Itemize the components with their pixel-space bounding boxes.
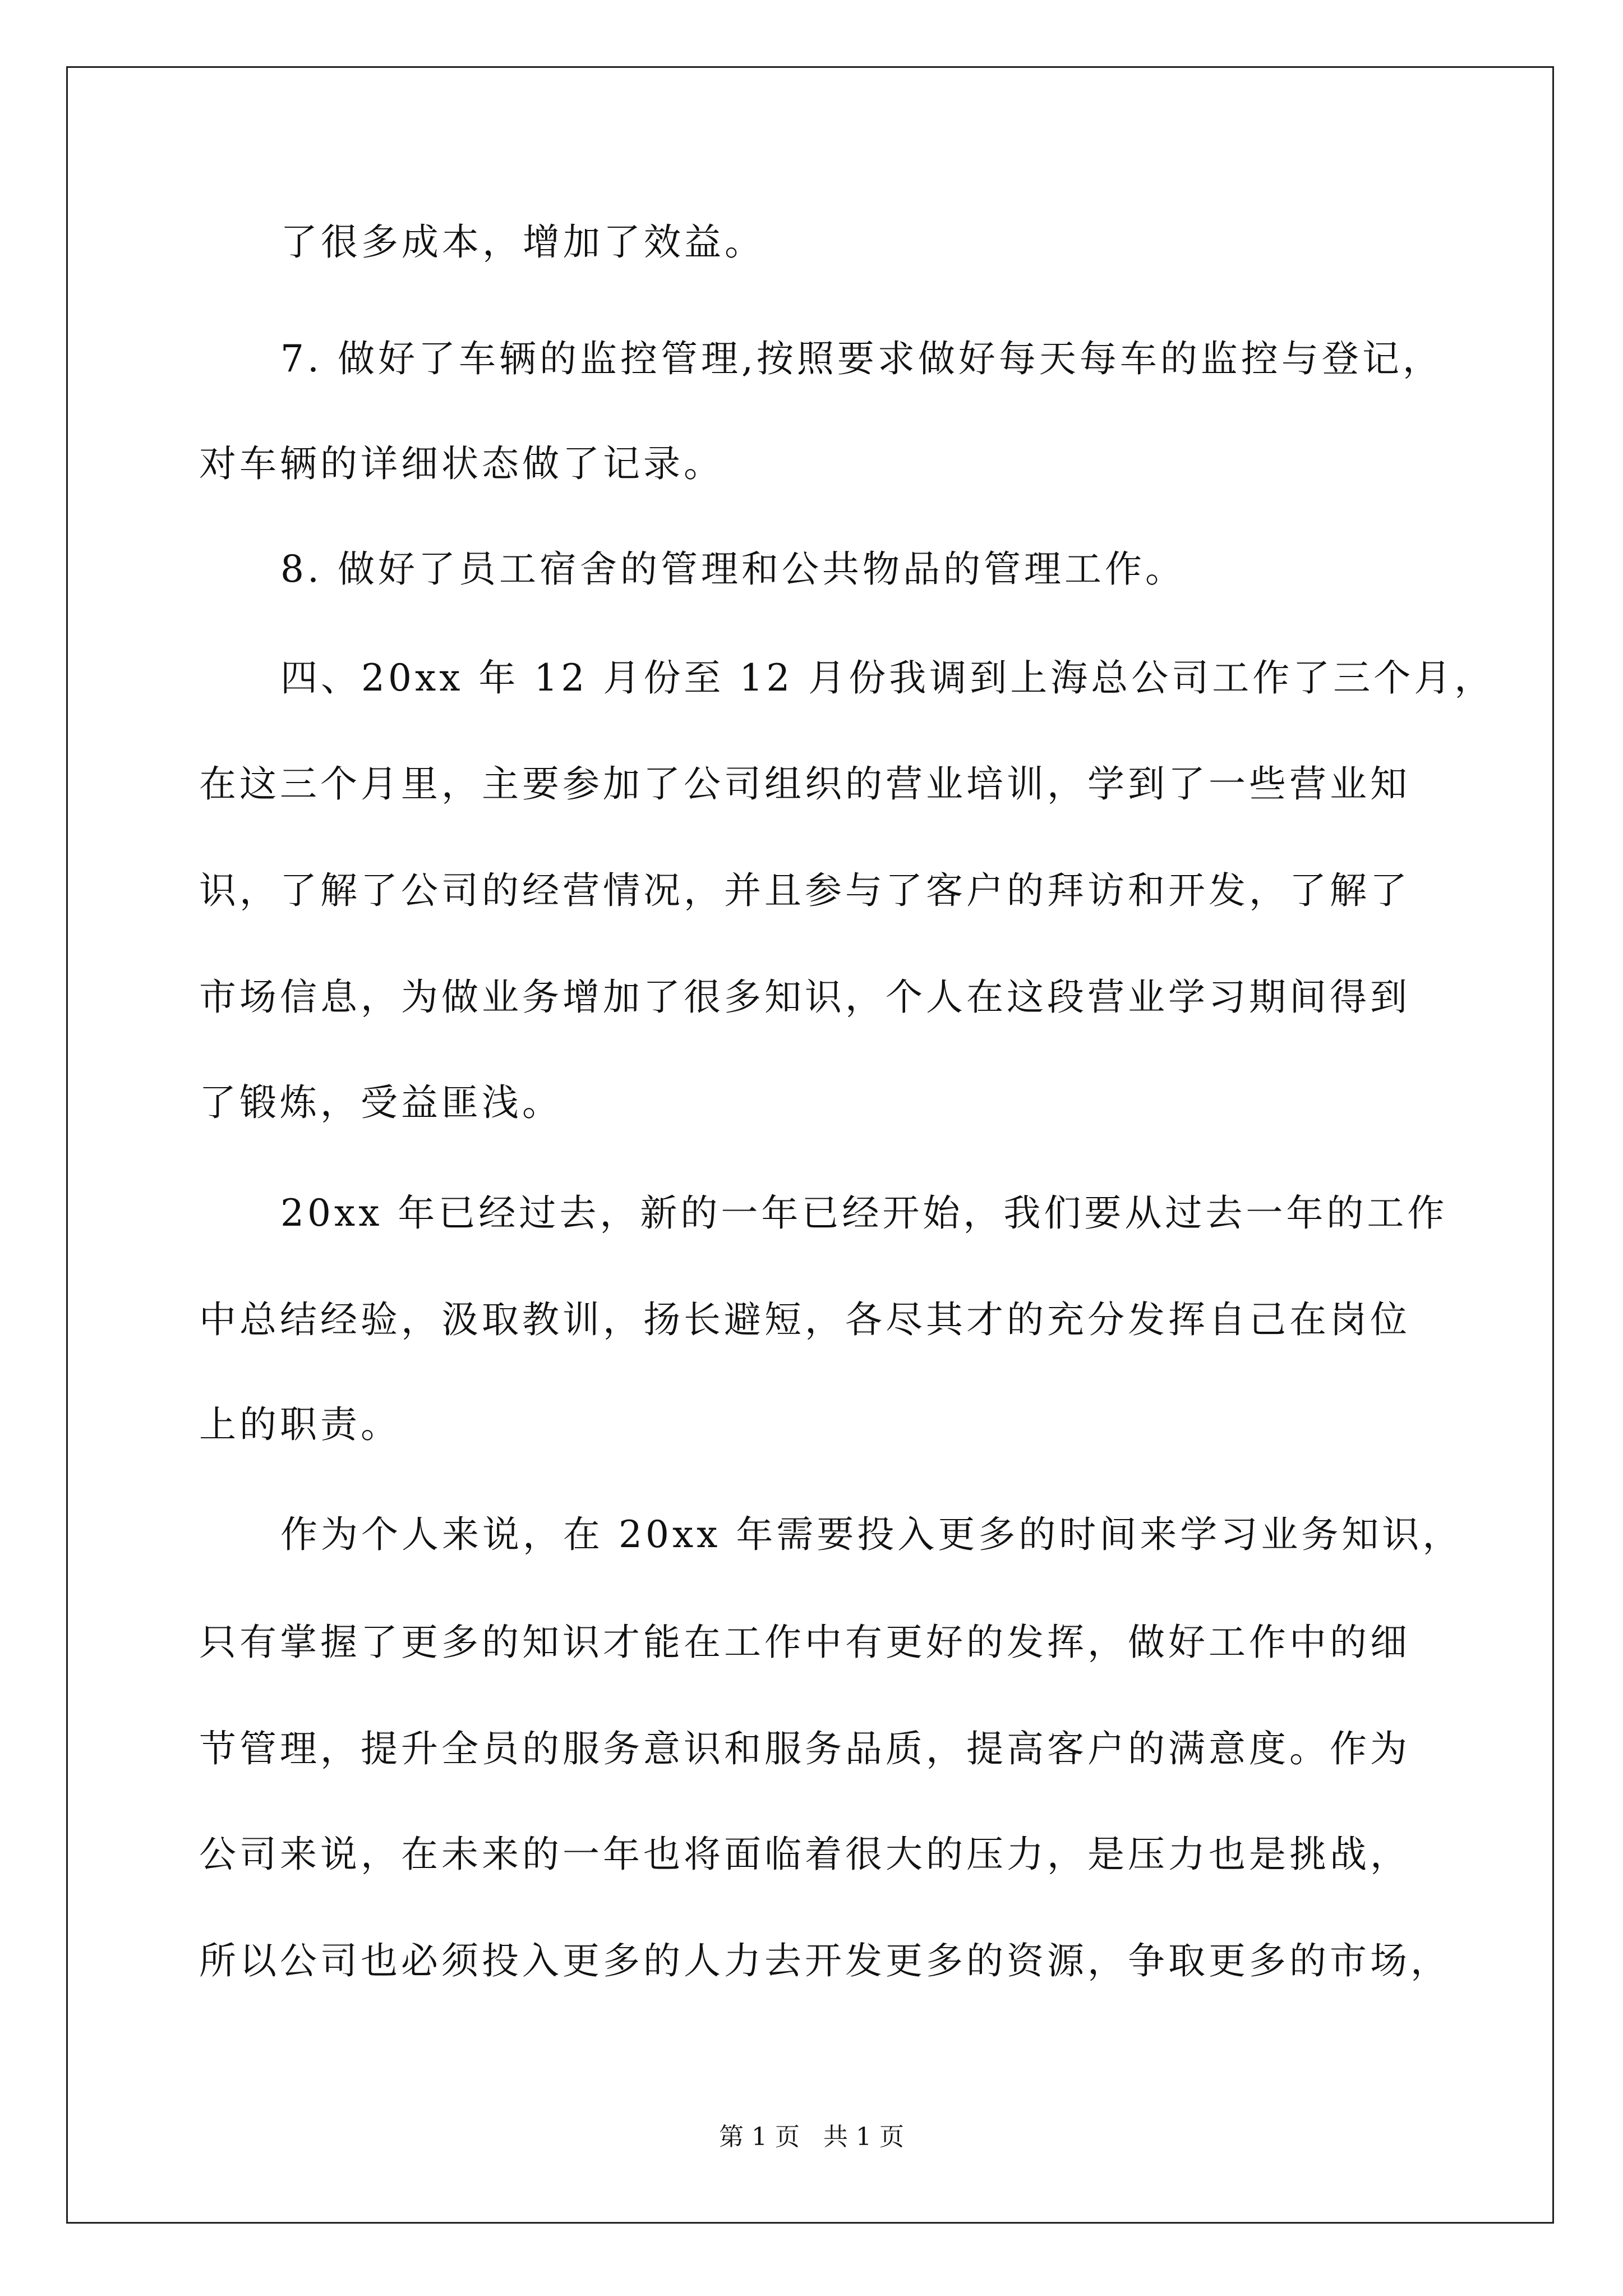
text-line: 四、20xx 年 12 月份至 12 月份我调到上海总公司工作了三个月， [280,656,1495,700]
text-line: 所以公司也必须投入更多的人力去开发更多的资源，争取更多的市场， [199,1939,1451,1982]
text-line: 识，了解了公司的经营情况，并且参与了客户的拜访和开发，了解了 [199,869,1410,912]
text-line: 只有掌握了更多的知识才能在工作中有更好的发挥，做好工作中的细 [199,1621,1410,1664]
text-line: 市场信息，为做业务增加了很多知识，个人在这段营业学习期间得到 [199,976,1410,1019]
page-number-footer: 第 1 页 共 1 页 [719,2123,904,2151]
text-line: 节管理，提升全员的服务意识和服务品质，提高客户的满意度。作为 [199,1727,1410,1770]
text-line: 对车辆的详细状态做了记录。 [199,442,724,485]
text-line: 了很多成本，增加了效益。 [280,220,765,264]
text-line: 了锻炼，受益匪浅。 [199,1081,562,1124]
text-line: 中总结经验，汲取教训，扬长避短，各尽其才的充分发挥自己在岗位 [199,1298,1410,1341]
text-line: 作为个人来说，在 20xx 年需要投入更多的时间来学习业务知识， [280,1513,1463,1556]
text-line: 上的职责。 [199,1403,401,1446]
text-line: 8. 做好了员工宿舍的管理和公共物品的管理工作。 [280,547,1186,591]
text-line: 在这三个月里，主要参加了公司组织的营业培训，学到了一些营业知 [199,762,1410,806]
text-line: 7. 做好了车辆的监控管理,按照要求做好每天每车的监控与登记， [280,337,1443,380]
text-line: 20xx 年已经过去，新的一年已经开始，我们要从过去一年的工作 [280,1191,1448,1235]
text-line: 公司来说，在未来的一年也将面临着很大的压力，是压力也是挑战， [199,1833,1410,1876]
page-border [66,66,1554,2224]
